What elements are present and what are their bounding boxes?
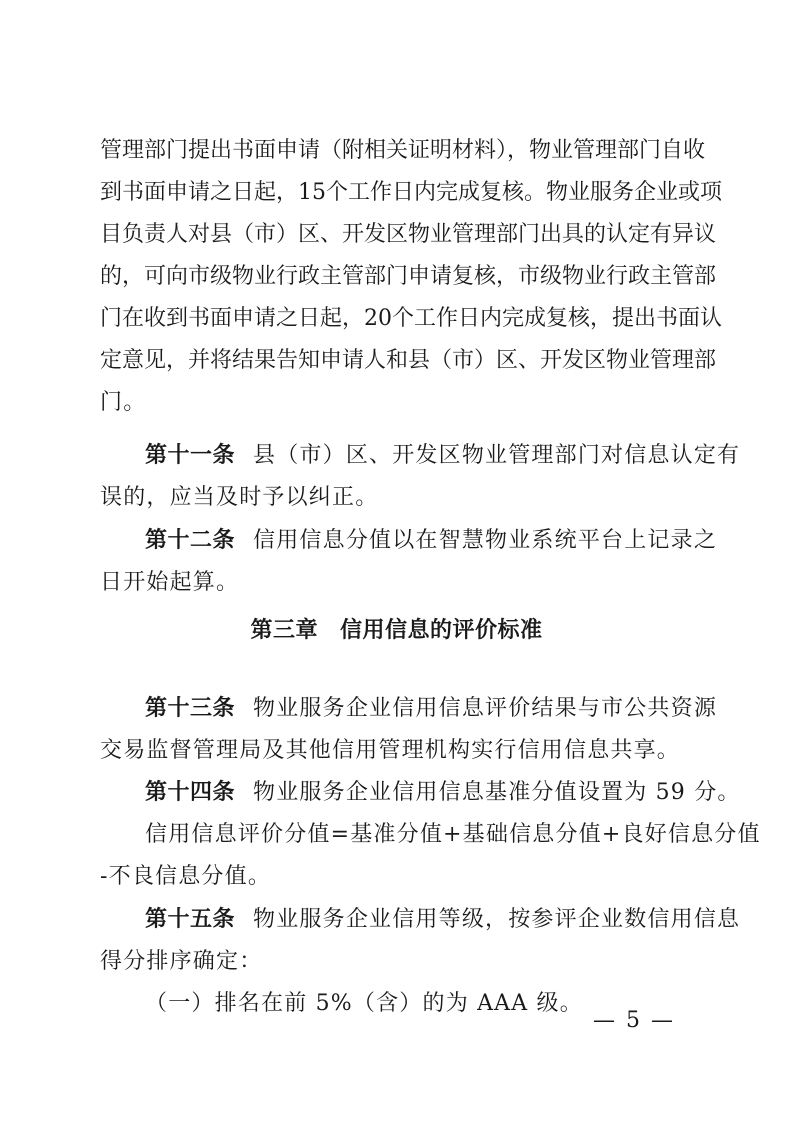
paragraph-line: 门。 (100, 390, 147, 415)
article-text: 物业服务企业信用等级，按参评企业数信用信息 (253, 907, 741, 932)
article-heading: 第十四条 (145, 780, 236, 805)
article-11-line (145, 439, 741, 473)
article-11-continuation: 误的，应当及时予以纠正。 (100, 485, 379, 510)
paragraph-line: 门在收到书面申请之日起，20个工作日内完成复核，提出书面认 (100, 306, 722, 331)
formula-line: 信用信息评价分值=基准分值+基础信息分值+良好信息分值 (145, 822, 761, 847)
paragraph-line: 目负责人对县（市）区、开发区物业管理部门出具的认定有异议 (100, 222, 717, 247)
article-12-continuation: 日开始起算。 (100, 570, 240, 595)
chapter-number: 第三章 (250, 618, 318, 643)
article-heading: 第十五条 (145, 907, 236, 932)
article-13-line (145, 692, 718, 726)
list-item: （一）排名在前 5%（含）的为 AAA 级。 (145, 991, 583, 1016)
formula-continuation: -不良信息分值。 (100, 864, 272, 889)
article-text: 县（市）区、开发区物业管理部门对信息认定有 (253, 443, 741, 468)
paragraph-line: 管理部门提出书面申请（附相关证明材料），物业管理部门自收 (100, 138, 706, 163)
article-text: 信用信息分值以在智慧物业系统平台上记录之 (253, 528, 718, 553)
chapter-heading (0, 614, 793, 648)
chapter-title: 信用信息的评价标准 (340, 618, 543, 643)
page-number: — 5 — (593, 1008, 675, 1033)
paragraph-line: 的，可向市级物业行政主管部门申请复核，市级物业行政主管部 (100, 264, 717, 289)
paragraph-line: 到书面申请之日起，15个工作日内完成复核。物业服务企业或项 (100, 180, 722, 205)
article-text: 物业服务企业信用信息评价结果与市公共资源 (253, 696, 718, 721)
article-15-continuation: 得分排序确定： (100, 949, 263, 974)
article-12-line (145, 524, 718, 558)
article-heading: 第十一条 (145, 443, 236, 468)
article-heading: 第十二条 (145, 528, 236, 553)
article-15-line (145, 903, 741, 937)
paragraph-line: 定意见，并将结果告知申请人和县（市）区、开发区物业管理部 (100, 348, 717, 373)
article-heading: 第十三条 (145, 696, 236, 721)
article-14-line (145, 776, 741, 810)
article-13-continuation: 交易监督管理局及其他信用管理机构实行信用信息共享。 (100, 738, 681, 763)
article-text: 物业服务企业信用信息基准分值设置为 59 分。 (253, 780, 741, 805)
